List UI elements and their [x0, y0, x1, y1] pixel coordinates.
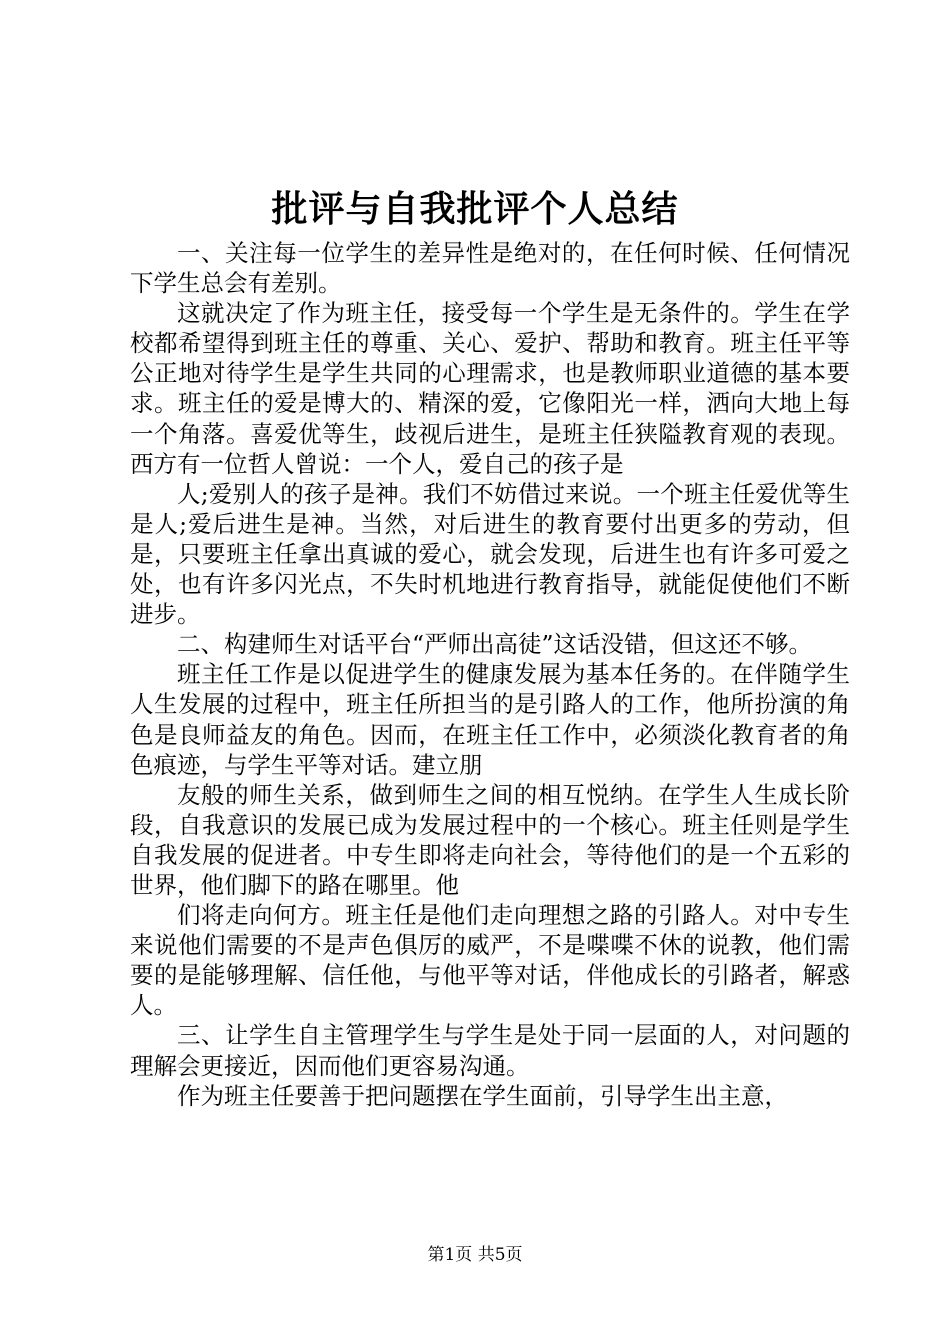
paragraph: 友般的师生关系，做到师生之间的相互悦纳。在学生人生成长阶段，自我意识的发展已成为发展过程中的一个核心。班主任则是学生自我发展的促进者。中专生即将走向社会，等待他们的是一个五彩的世界，他们脚下的路在哪里。他	[130, 780, 850, 899]
paragraph: 二、构建师生对话平台“严师出高徒”这话没错，但这还不够。	[177, 630, 813, 659]
paragraph: 三、让学生自主管理学生与学生是处于同一层面的人，对问题的理解会更接近，因而他们更容易沟通。	[130, 1021, 850, 1080]
document-title: 批评与自我批评个人总结	[271, 188, 679, 230]
page-footer: 第1页 共5页	[427, 1245, 523, 1265]
document-body	[130, 238, 850, 1111]
paragraph: 们将走向何方。班主任是他们走向理想之路的引路人。对中专生来说他们需要的不是声色俱厉的威严，不是喋喋不休的说教，他们需要的是能够理解、信任他，与他平等对话，伴他成长的引路者，解惑人。	[130, 901, 850, 1020]
paragraph: 作为班主任要善于把问题摆在学生面前，引导学生出主意，	[177, 1081, 788, 1110]
paragraph: 班主任工作是以促进学生的健康发展为基本任务的。在伴随学生人生发展的过程中，班主任所担当的是引路人的工作，他所扮演的角色是良师益友的角色。因而，在班主任工作中，必须淡化教育者的角色痕迹，与学生平等对话。建立朋	[130, 660, 850, 779]
paragraph: 一、关注每一位学生的差异性是绝对的，在任何时候、任何情况下学生总会有差别。	[130, 239, 850, 298]
paragraph: 这就决定了作为班主任，接受每一个学生是无条件的。学生在学校都希望得到班主任的尊重、关心、爱护、帮助和教育。班主任平等公正地对待学生是学生共同的心理需求，也是教师职业道德的基本要求。班主任的爱是博大的、精深的爱，它像阳光一样，洒向大地上每一个角落。喜爱优等生，歧视后进生，是班主任狭隘教育观的表现。西方有一位哲人曾说：一个人，爱自己的孩子是	[130, 299, 850, 478]
paragraph: 人;爱别人的孩子是神。我们不妨借过来说。一个班主任爱优等生是人;爱后进生是神。当然，对后进生的教育要付出更多的劳动，但是，只要班主任拿出真诚的爱心，就会发现，后进生也有许多可爱之处，也有许多闪光点，不失时机地进行教育指导，就能促使他们不断进步。	[130, 479, 850, 629]
